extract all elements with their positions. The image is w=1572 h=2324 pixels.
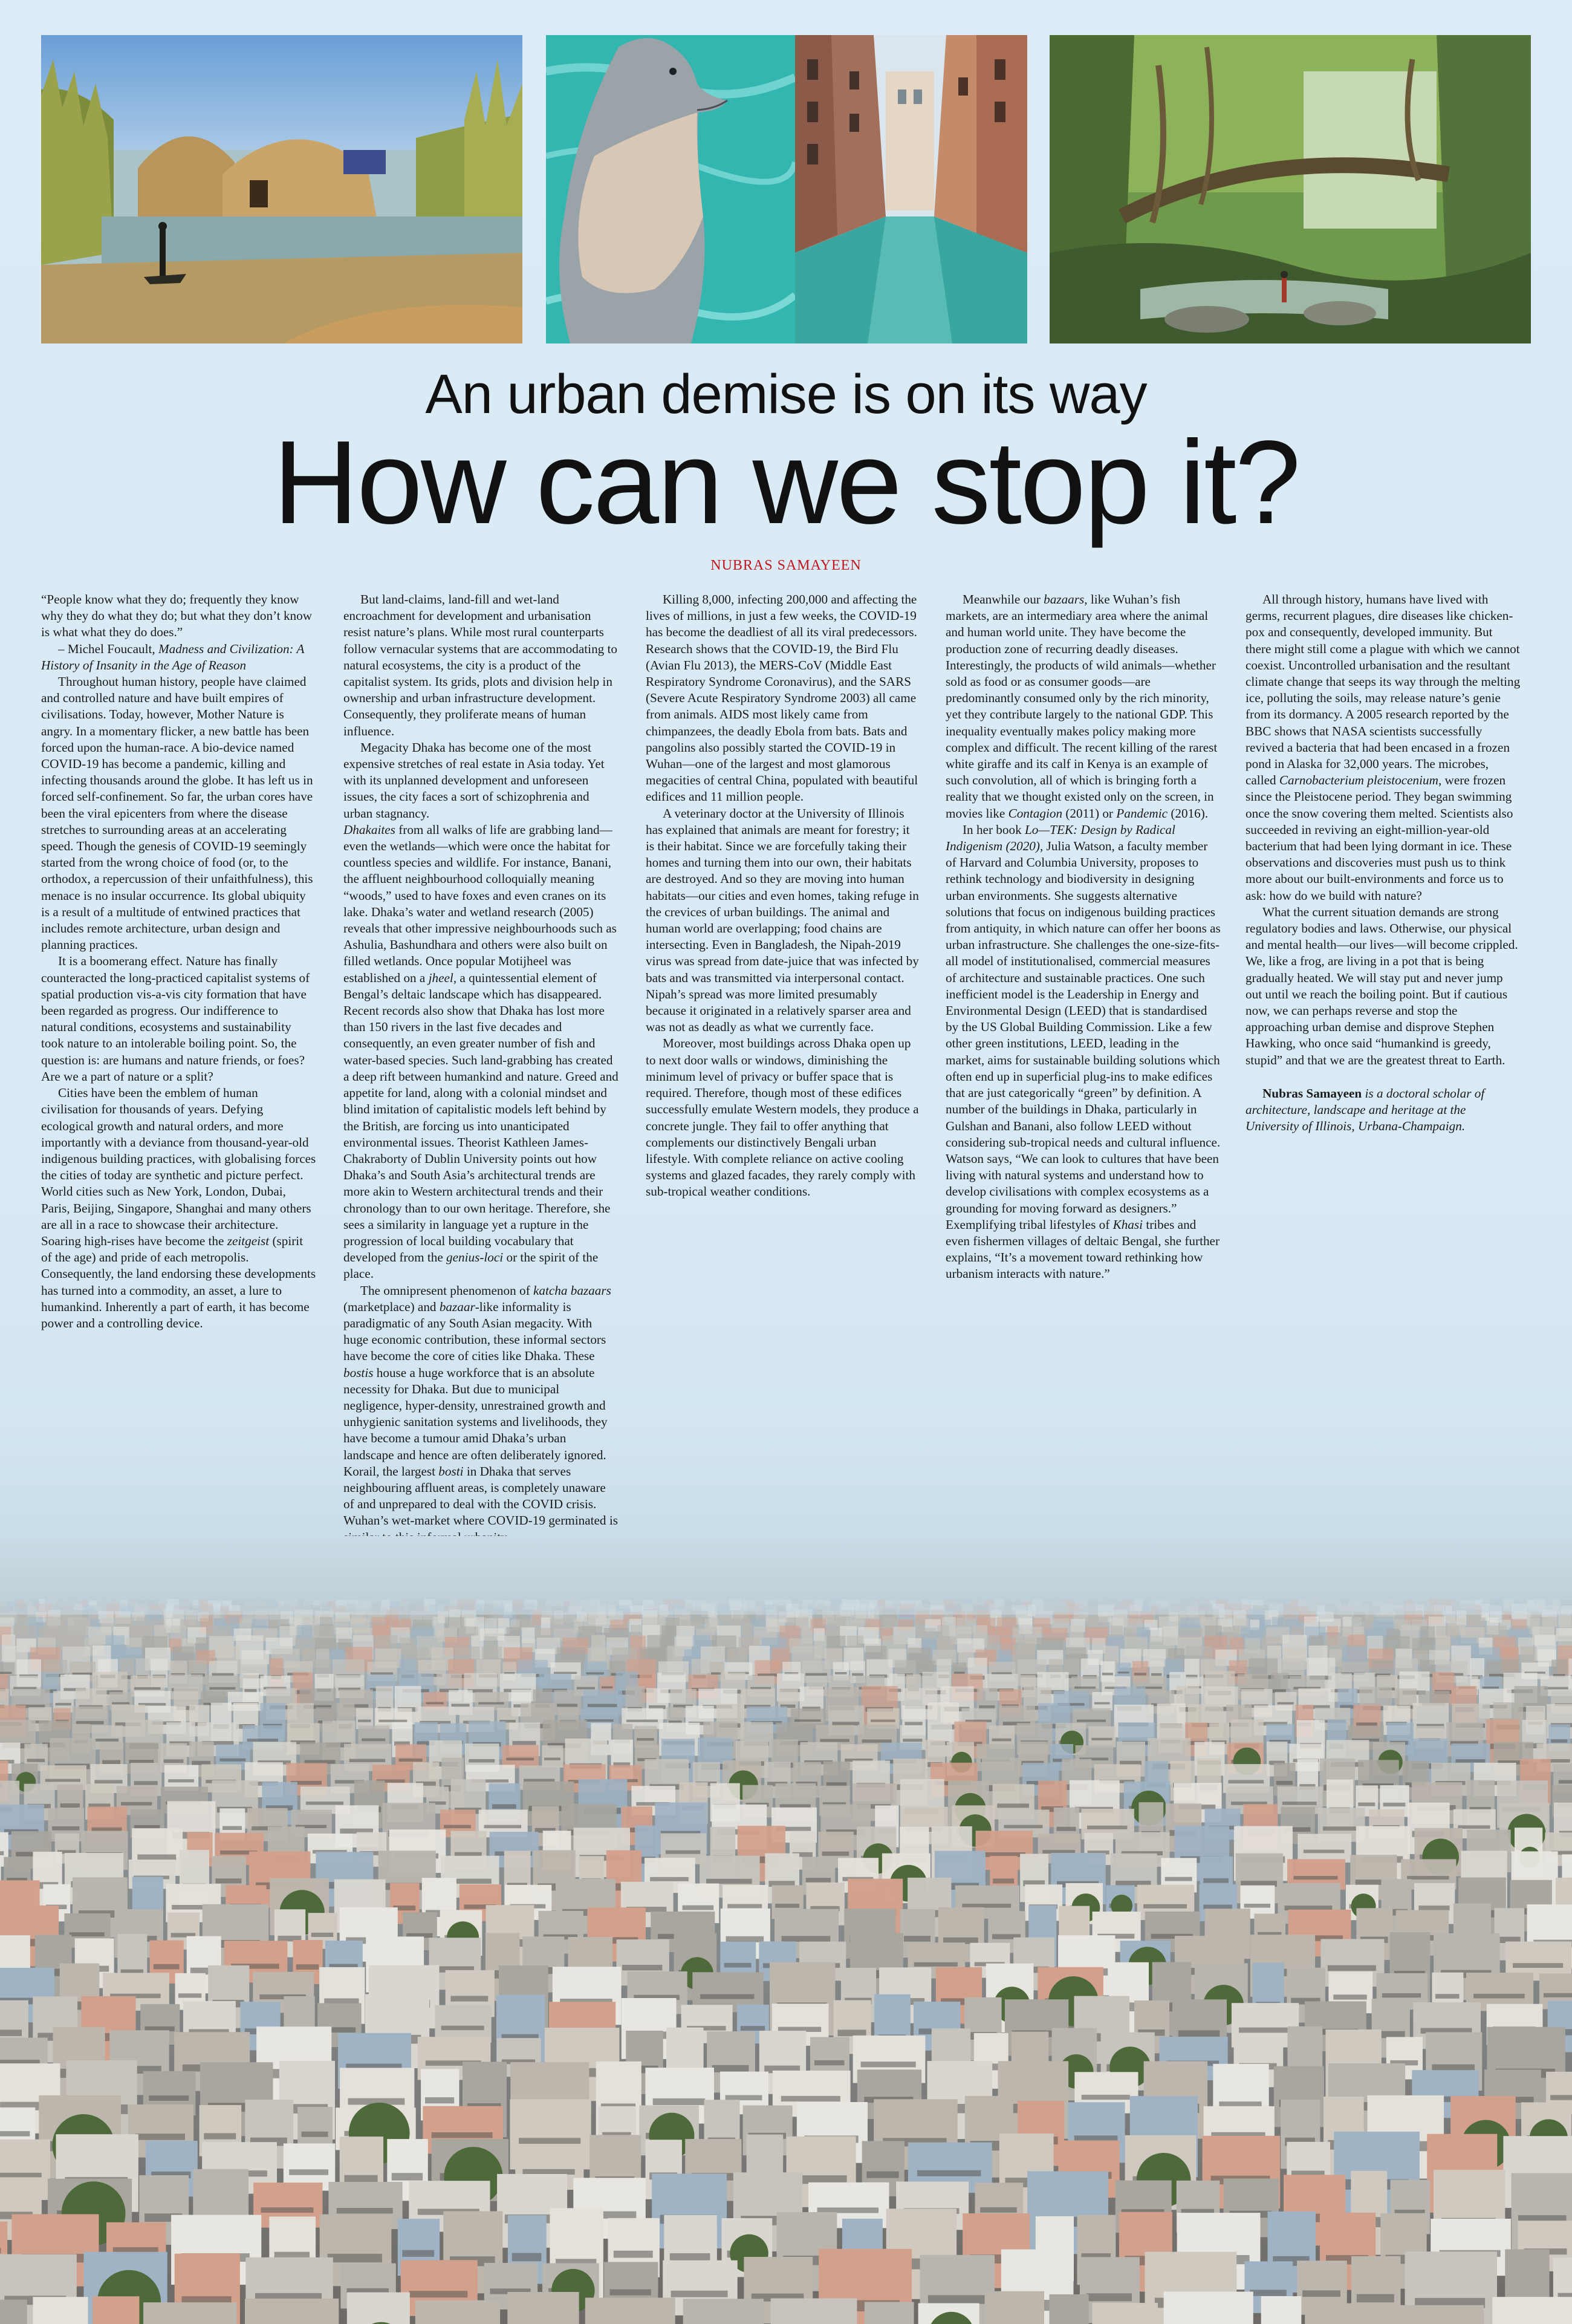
- marsh-reed-houses-photo: [41, 35, 522, 343]
- epigraph-attribution: – Michel Foucault, Madness and Civilization: A History of Insanity in the Age of Reason: [41, 641, 305, 672]
- headline-kicker: An urban demise is on its way: [425, 363, 1147, 425]
- paragraph: A veterinary doctor at the University of Illinois has explained that animals are meant for forestry; it is their habitat. Since we are forcefully taking their homes and turning them into our own, their habitats are destroyed. And so they are moving into human habitats—our cities and even homes, taking refuge in the crevices of urban buildings. The animal and human world are overlapping; food chains are intersecting. Even in Bangladesh, the Nipah-2019 virus was spread from date-juice that was infected by bats and was transmitted via interpersonal contact. Nipah’s spread was more limited presumably because it originated in a relatively sparser area and was not as deadly as what we currently face.: [646, 806, 919, 1035]
- paragraph: Cities have been the emblem of human civilisation for thousands of years. Defying ecological growth and natural orders, and more importantly with a deviance from thousand-year-old indigenous building practices, with globalising forces the cities of today are synthetic and picture perfect. World cities such as New York, London, Dubai, Paris, Beijing, Singapore, Shanghai and many others are all in a race to showcase their architecture. Soaring high-rises have become the zeitgeist (spirit of the age) and pride of each metropolis. Consequently, the land endorsing these developments has turned into a commodity, an asset, a lure to humankind. Inherently a part of earth, it has become power and a controlling device.: [41, 1086, 316, 1330]
- paragraph: All through history, humans have lived with germs, recurrent plagues, dire diseases like chicken-pox and consequently, developed immunity. But there might still come a plague with which we cannot coexist. Uncontrolled urbanisation and the resultant climate change that seeps its way through the melting ice, polluting the soils, may release nature’s genie from its dormancy. A 2005 research reported by the BBC shows that NASA scientists successfully revived a bacteria that had been encased in a frozen pond in Alaska for 32,000 years. The microbes, called Carnobacterium pleistocenium, were frozen since the Pleistocene period. They began swimming once the snow covering them melted. Scientists also succeeded in reviving an eight-million-year-old bacterium that had been lying dormant in ice. These observations and discoveries must push us to think more about our built-environments and force us to ask: how do we build with nature?: [1246, 592, 1521, 903]
- paragraph: Dhakaites from all walks of life are grabbing land—even the wetlands—which were once the habitat for countless species and wildlife. For instance, Banani, the affluent neighbourhood colloquially meaning “woods,” used to have foxes and even cranes on its lake. Dhaka’s water and wetland research (2005) reveals that other impressive neighbourhoods such as Ashulia, Bashundhara and others were also built on filled wetlands. Once popular Motijheel was established on a jheel, a quintessential element of Bengal’s deltaic landscape which has disappeared. Recent records also show that Dhaka has lost more than 150 rivers in the last five decades and consequently, an even greater number of fish and water-based species. Such land-grabbing has created a deep rift between humankind and nature. Greed and appetite for land, along with a colonial mindset and blind imitation of capitalistic models left behind by the British, are forcing us into unanticipated environmental issues. Theorist Kathleen James-Chakraborty of Dublin University points out how Dhaka’s and South Asia’s architectural trends are more akin to Western architectural trends and their chronology than to our own heritage. Therefore, she sees a similarity in language yet a rupture in the progression of local building vocabulary that developed from the genius-loci or the spirit of the place.: [343, 822, 619, 1281]
- article-column-3: [646, 591, 921, 1200]
- article-column-2: [343, 591, 619, 1546]
- article-column-4: [946, 591, 1221, 1283]
- paragraph: What the current situation demands are strong regulatory bodies and laws. Otherwise, our physical and mental health—our lives—will become crippled. We, like a frog, are living in a pot that is being gradually heated. We will stay put and never jump out until we reach the boiling point. But if cautious now, we can perhaps reverse and stop the approaching urban demise and disprove Stephen Hawking, who once said “humankind is greedy, stupid” and that we are the greatest threat to Earth.: [1246, 904, 1518, 1067]
- epigraph: “People know what they do; frequently they know why they do what they do; but what they don’t know is what what they do does.”: [41, 592, 313, 640]
- dolphin-photo: [546, 35, 795, 343]
- paragraph: Moreover, most buildings across Dhaka open up to next door walls or windows, diminishing the minimum level of privacy or buffer space that is required. Therefore, though most of these edifices successfully emulate Western models, they produce a concrete jungle. They fail to offer anything that complements our distinctively Bengali urban lifestyle. With complete reliance on active cooling systems and glazed facades, they rarely comply with sub-tropical weather conditions.: [646, 1036, 919, 1199]
- paragraph: Meanwhile our bazaars, like Wuhan’s fish markets, are an intermediary area where the animal and human world unite. They have become the production zone of recurring deadly diseases. Interestingly, the products of wild animals—whether sold as food or as consumer goods—are predominantly consumed only by the rich minority, yet they contribute largely to the national GDP. This inequality eventually makes policy making more complex and difficult. The recent killing of the rarest white giraffe and its calf in Kenya is an example of such convolution, all of which is bringing forth a reality that we thought existed only on the screen, in movies like Contagion (2011) or Pandemic (2016).: [946, 592, 1218, 821]
- paragraph: But land-claims, land-fill and wet-land encroachment for development and urbanisation resist nature’s plans. While most rural counterparts follow vernacular systems that are accommodating to natural ecosystems, the city is a product of the capitalist system. Its grids, plots and division help in ownership and urban infrastructure development. Consequently, they proliferate means of human influence.: [343, 592, 618, 738]
- paragraph: Killing 8,000, infecting 200,000 and affecting the lives of millions, in just a few weeks, the COVID-19 has become the deadliest of all its viral predecessors. Research shows that the COVID-19, the Bird Flu (Avian Flu 2013), the MERS-CoV (Middle East Respiratory Syndrome Coronavirus), and the SARS (Severe Acute Respiratory Syndrome 2003) all came from animals. AIDS most likely came from chimpanzees, the deadly Ebola from bats. Bats and pangolins also possibly started the COVID-19 in Wuhan—one of the largest and most glamorous megacities of central China, populated with beautiful edifices and 11 million people.: [646, 592, 918, 804]
- article-column-5: [1246, 591, 1521, 1135]
- article-column-1: [41, 591, 316, 1332]
- paragraph: Throughout human history, people have claimed and controlled nature and have built empires of civilisations. Today, however, Mother Nature is angry. In a momentary flicker, a new battle has been forced upon the human-race. A bio-device named COVID-19 has become a pandemic, killing and infecting thousands around the globe. It has left us in forced self-confinement. So far, the urban cores have been the viral epicenters from where the disease stretches to surrounding areas at an accelerating speed. Though the genesis of COVID-19 seemingly started from the wrong choice of food (or, to the orthodox, a repercussion of their unfaithfulness), this menace is no insular occurrence. Its global ubiquity is a result of a multitude of entwined practices that includes remote architecture, urban design and planning practices.: [41, 674, 313, 952]
- headline: How can we stop it?: [273, 416, 1299, 548]
- paragraph: Megacity Dhaka has become one of the most expensive stretches of real estate in Asia today. Yet with its unplanned development and unforeseen issues, the city faces a sort of schizophrenia and urban stagnancy.: [343, 740, 605, 821]
- byline: NUBRAS SAMAYEEN: [710, 558, 862, 573]
- author-bio: Nubras Samayeen is a doctoral scholar of architecture, landscape and heritage at the University of Illinois, Urbana-Champaign.: [1246, 1086, 1485, 1134]
- venice-canal-photo: [795, 35, 1027, 343]
- paragraph: It is a boomerang effect. Nature has finally counteracted the long-practiced capitalist systems of spatial production vis-a-vis city formation that have been regarded as progress. Our indifference to natural conditions, ecosystems and sustainability took nature to an intolerable boiling point. So, the question is: are humans and nature friends, or foes? Are we a part of nature or a split?: [41, 954, 310, 1084]
- living-root-bridge-photo: [1050, 35, 1531, 343]
- paragraph: The omnipresent phenomenon of katcha bazaars (marketplace) and bazaar-like informality is paradigmatic of any South Asian megacity. With huge economic contribution, these informal sectors have become the core of cities like Dhaka. These bostis house a huge workforce that is an absolute necessity for Dhaka. But due to municipal negligence, hyper-density, unrestrained growth and unhygienic sanitation systems and livelihoods, they have become a tumour amid Dhaka’s urban landscape and hence are often deliberately ignored. Korail, the largest bosti in Dhaka that serves neighbouring affluent areas, is completely unaware of and unprepared to deal with the COVID crisis. Wuhan’s wet-market where COVID-19 germinated is: [343, 1283, 618, 1528]
- paragraph: In her book Lo—TEK: Design by Radical Indigenism (2020), Julia Watson, a faculty member of Harvard and Columbia University, proposes to rethink technology and biodiversity in designing urban environments. She suggests alternative solutions that focus on indigenous building practices from antiquity, in which nature can offer her boons as urban infrastructure. She challenges the one-size-fits-all model of institutionalised, commercial measures of architecture and sustainable practices. One such inefficient model is the Leadership in Energy and Environmental Design (LEED) that is standardised by the US Global Building Commission. Like a few other green institutions, LEED, leading in the market, aims for sustainable building solutions which often end up in superficial plug-ins to make edifices that are just categorically “green” by definition. A number of the buildings in Dhaka, particularly in Gulshan and Banani, also follow LEED without considering sub-tropical needs and cultural influence. Watson says, “We can look to cultures that have been living with natural systems and understand how to develop civilisations with complex ecosystems as a grounding for moving forward as designers.” Exemplifying tribal lifestyles of Khasi tribes and even fishermen villages of deltaic Bengal, she further explains, “It’s a movement toward rethinking how urbanism interacts with nature.”: [946, 822, 1221, 1281]
- dhaka-aerial-cityscape-photo: [0, 1536, 1572, 2324]
